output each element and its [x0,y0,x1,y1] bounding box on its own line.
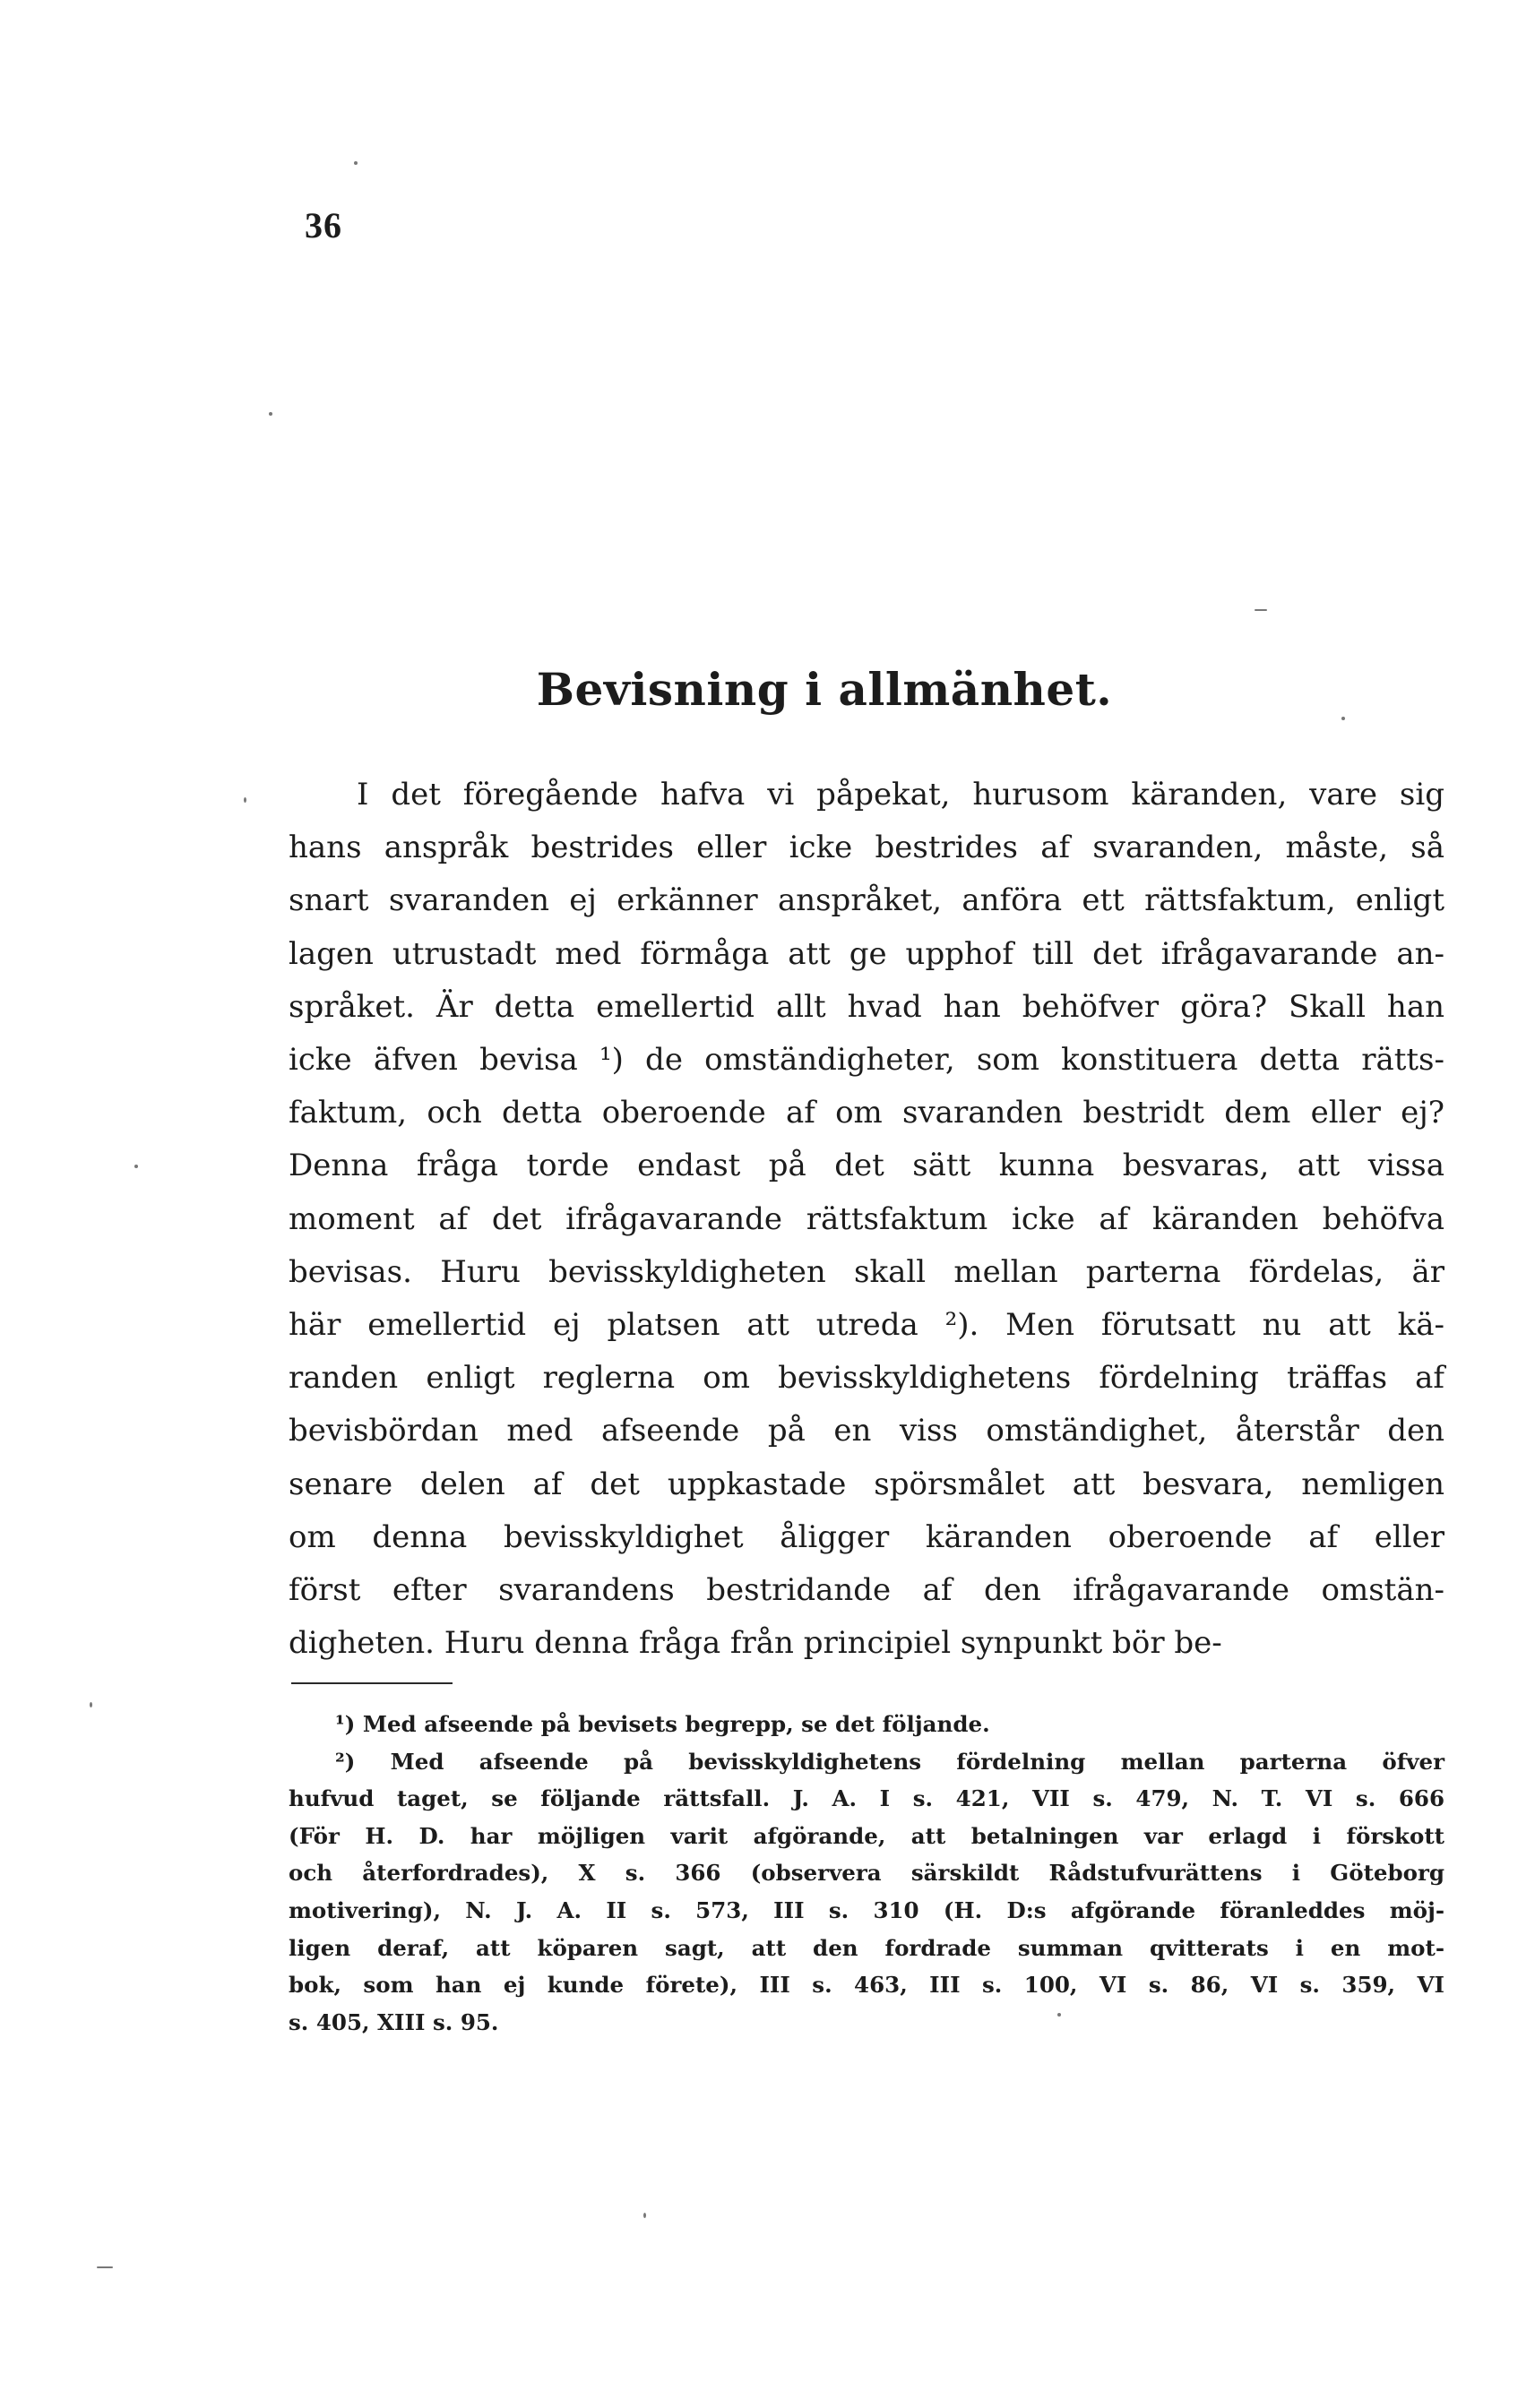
body-line: hans anspråk bestrides eller icke bestrides af svaranden, måste, så [289,830,1444,866]
body-line: Denna fråga torde endast på det sätt kunna besvaras, att vissa [289,1148,1444,1184]
scan-speck [1341,717,1345,720]
footnote-line: s. 405, XIII s. 95. [289,2008,499,2035]
footnote-line: och återfordrades), X s. 366 (observera särskildt Rådstufvurättens i Göteborg [289,1860,1444,1887]
body-line: här emellertid ej platsen att utreda ²). Men förutsatt nu att kä- [289,1307,1444,1344]
footnote-line: motivering), N. J. A. II s. 573, III s. 310 (H. D:s afgörande föranleddes möj- [289,1896,1444,1923]
footnote-line: ligen deraf, att köparen sagt, att den fordrade summan qvitterats i en mot- [289,1934,1444,1961]
body-line: först efter svarandens bestridande af den ifrågavarande omstän- [289,1572,1444,1609]
page-number: 36 [305,205,342,245]
body-paragraph [289,769,1444,1670]
body-line: I det föregående hafva vi påpekat, hurusom käranden, vare sig [357,777,1444,813]
body-line: senare delen af det uppkastade spörsmålet att besvara, nemligen [289,1466,1444,1502]
scan-speck [269,412,272,416]
scan-speck [90,1702,92,1707]
body-line: om denna bevisskyldighet åligger käranden oberoende af eller [289,1518,1444,1555]
body-line: snart svaranden ej erkänner anspråket, anföra ett rättsfaktum, enligt [289,882,1444,919]
scan-speck [97,2266,113,2268]
body-line: digheten. Huru denna fråga från principiel synpunkt bör be- [289,1625,1222,1662]
footnote-1: ¹) Med afseende på bevisets begrepp, se det följande. [335,1711,990,1737]
scan-speck [244,797,246,803]
body-line: bevisas. Huru bevisskyldigheten skall mellan parterna fördelas, är [289,1253,1444,1290]
body-line: faktum, och detta oberoende af om svaranden bestridt dem eller ej? [289,1095,1444,1131]
section-heading: Bevisning i allmänhet. [536,663,1113,716]
scan-speck [1057,2013,1061,2017]
footnote-divider [291,1682,453,1684]
scan-speck [643,2213,646,2218]
footnote-line: bok, som han ej kunde förete), III s. 463, III s. 100, VI s. 86, VI s. 359, VI [289,1972,1444,1999]
body-line: moment af det ifrågavarande rättsfaktum icke af käranden behöfva [289,1200,1444,1237]
body-line: bevisbördan med afseende på en viss omständighet, återstår den [289,1413,1444,1449]
footnotes [289,1706,1444,2041]
scan-speck [134,1165,138,1168]
footnote-line: (För H. D. har möjligen varit afgörande, att betalningen var erlagd i förskott [289,1822,1444,1849]
body-line: lagen utrustadt med förmåga att ge upphof till det ifrågavarande an- [289,935,1444,972]
scan-speck [1255,609,1267,611]
body-line: randen enligt reglerna om bevisskyldighetens fördelning träffas af [289,1360,1444,1397]
footnote-line: hufvud taget, se följande rättsfall. J. A. I s. 421, VII s. 479, N. T. VI s. 666 [289,1785,1444,1812]
scan-speck [354,161,358,165]
footnote-2: ²) Med afseende på bevisskyldighetens fördelning mellan parterna öfver [335,1748,1444,1775]
body-line: icke äfven bevisa ¹) de omständigheter, som konstituera detta rätts- [289,1042,1444,1079]
body-line: språket. Är detta emellertid allt hvad han behöfver göra? Skall han [289,988,1444,1025]
